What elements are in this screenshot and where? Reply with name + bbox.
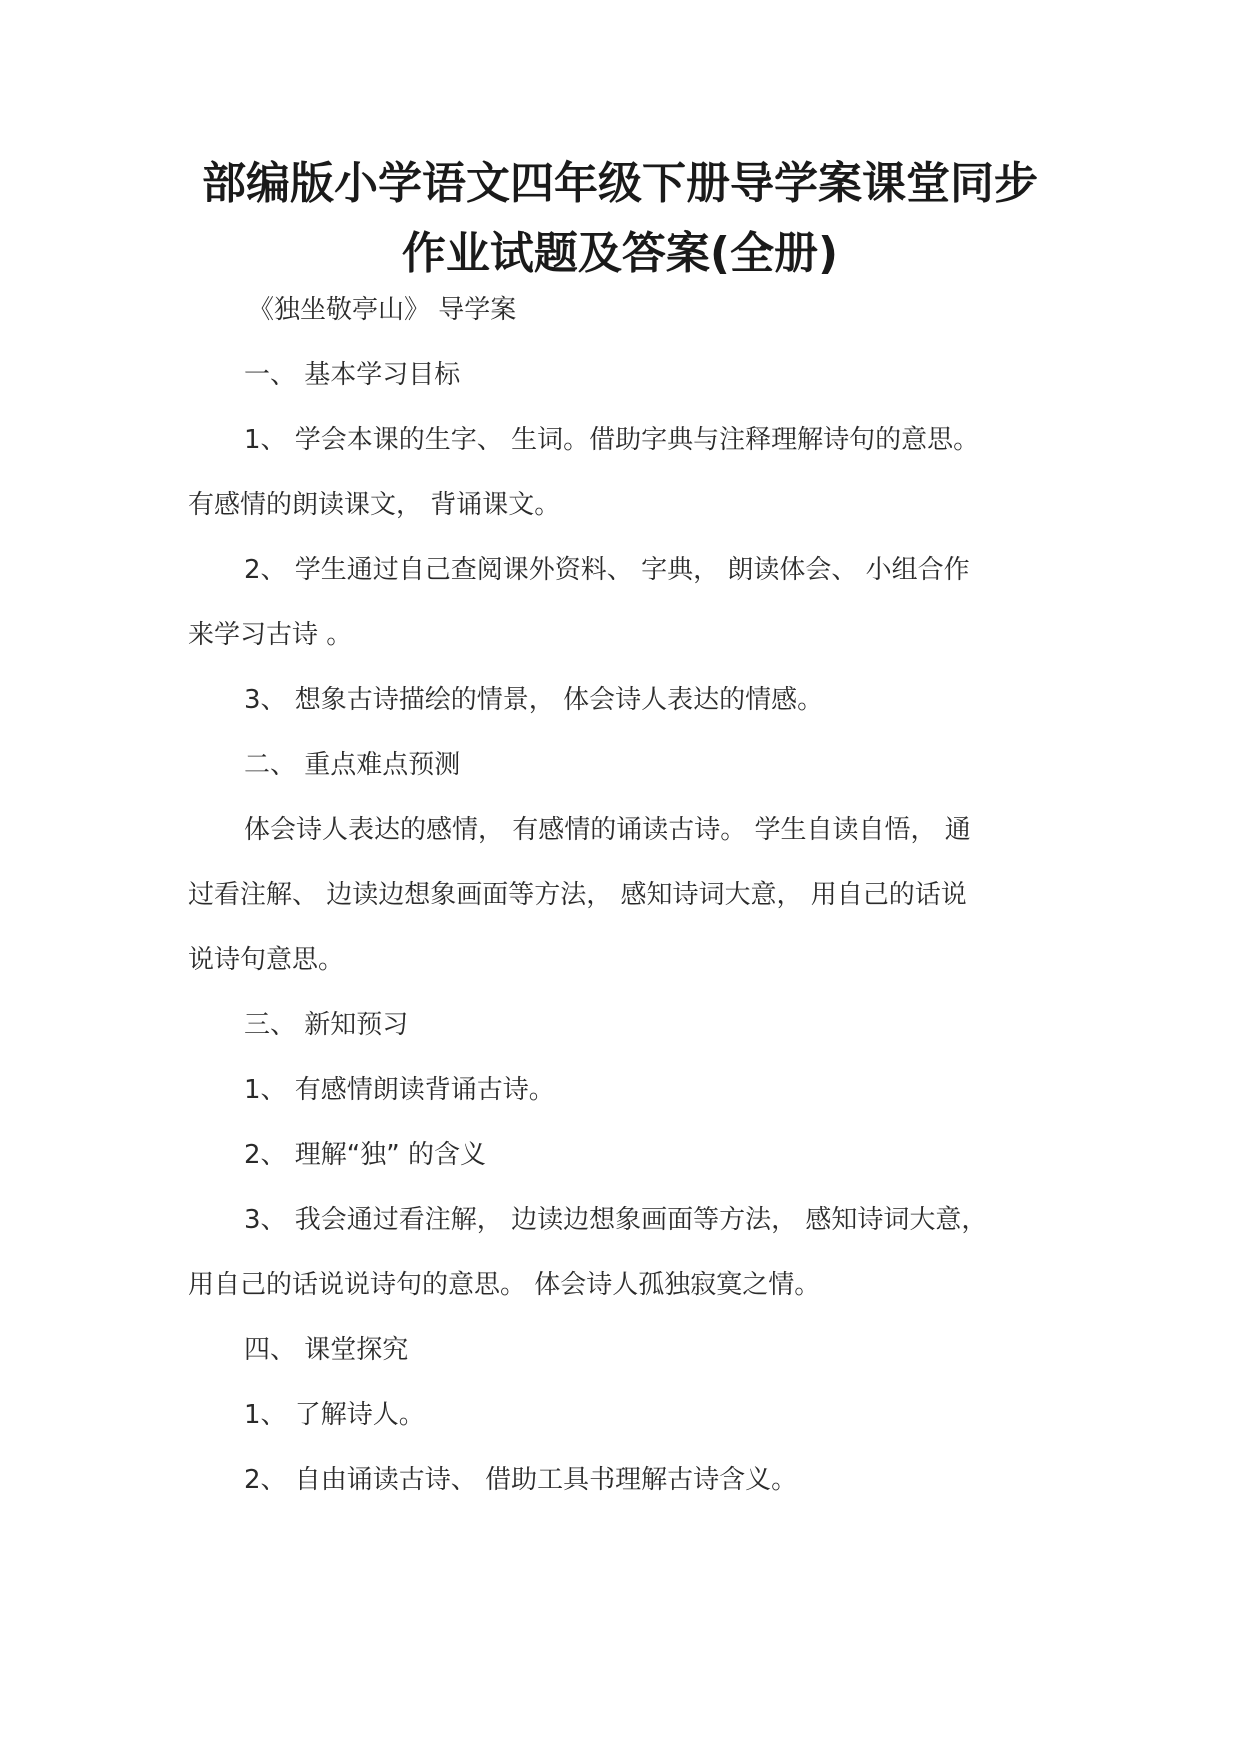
paragraph-line: 来学习古诗 。 [188,620,353,650]
paragraph-line: 2、 理解“独” 的含义 [244,1140,487,1170]
paragraph-line: 3、 想象古诗描绘的情景， 体会诗人表达的情感。 [244,685,824,715]
paragraph-line: 2、 自由诵读古诗、 借助工具书理解古诗含义。 [244,1465,798,1495]
paragraph-line: 3、 我会通过看注解， 边读边想象画面等方法， 感知诗词大意， [244,1205,988,1235]
section-heading-1: 一、 基本学习目标 [244,360,461,390]
section-heading-3: 三、 新知预习 [244,1010,409,1040]
document-title-line-1: 部编版小学语文四年级下册导学案课堂同步 [202,158,1038,209]
section-heading-4: 四、 课堂探究 [244,1335,409,1365]
paragraph-line: 说诗句意思。 [188,945,345,975]
paragraph-line: 1、 学会本课的生字、 生词。借助字典与注释理解诗句的意思。 [244,425,980,455]
paragraph-line: 2、 学生通过自己查阅课外资料、 字典， 朗读体会、 小组合作 [244,555,970,585]
paragraph-line: 1、 有感情朗读背诵古诗。 [244,1075,555,1105]
section-heading-2: 二、 重点难点预测 [244,750,461,780]
paragraph-line: 1、 了解诗人。 [244,1400,425,1430]
paragraph-line: 有感情的朗读课文， 背诵课文。 [188,490,561,520]
lesson-subtitle: 《独坐敬亭山》 导学案 [248,295,517,325]
paragraph-line: 过看注解、 边读边想象画面等方法， 感知诗词大意， 用自己的话说 [188,880,967,910]
document-title-line-2: 作业试题及答案(全册) [401,228,839,279]
paragraph-line: 体会诗人表达的感情， 有感情的诵读古诗。 学生自读自悟， 通 [244,815,971,845]
paragraph-line: 用自己的话说说诗句的意思。 体会诗人孤独寂寞之情。 [188,1270,821,1300]
